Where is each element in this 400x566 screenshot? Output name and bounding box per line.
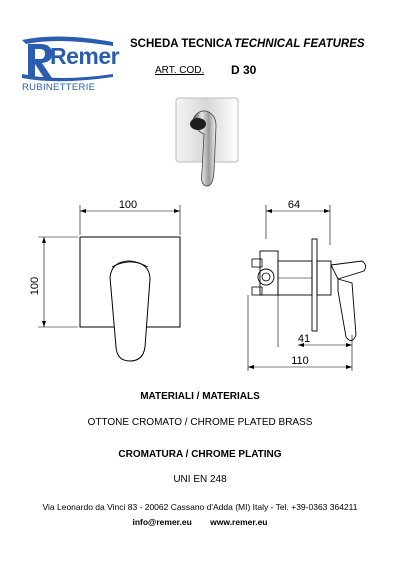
sheet-title-en: TECHNICAL FEATURES: [234, 38, 365, 50]
company-address: Via Leonardo da Vinci 83 - 20062 Cassano d'Adda (MI) Italy - Tel. +39-0363 364211: [42, 502, 358, 512]
front-view-drawing: [0, 195, 200, 370]
dim-depth-top-label: 64: [287, 199, 301, 211]
contact-line: [0, 517, 400, 527]
dim-total-label: 110: [291, 355, 309, 367]
article-code-value: D 30: [231, 63, 257, 77]
plating-value: UNI EN 248: [173, 474, 227, 485]
dim-inner-label: 41: [297, 333, 311, 345]
website-link[interactable]: www.remer.eu: [210, 517, 268, 527]
sheet-title-it: SCHEDA TECNICA: [130, 38, 233, 50]
brand-logo: [18, 32, 118, 92]
email-link[interactable]: info@remer.eu: [132, 517, 192, 527]
logo-subtitle: RUBINETTERIE: [22, 82, 96, 93]
dim-width-label: 100: [118, 199, 138, 211]
logo-wordmark: Remer: [50, 43, 120, 69]
side-lever-outline: [338, 279, 356, 341]
materials-title: MATERIALI / MATERIALS: [140, 391, 260, 402]
side-plate-outline: [312, 239, 317, 331]
dim-height-label: 100: [29, 276, 41, 296]
product-photo: [170, 92, 242, 192]
side-view-drawing: [230, 195, 390, 380]
materials-value: OTTONE CROMATO / CHROME PLATED BRASS: [87, 417, 313, 428]
article-code-label: ART. COD.: [155, 65, 205, 76]
plating-title: CROMATURA / CHROME PLATING: [118, 449, 282, 460]
front-lever-outline: [110, 261, 150, 361]
